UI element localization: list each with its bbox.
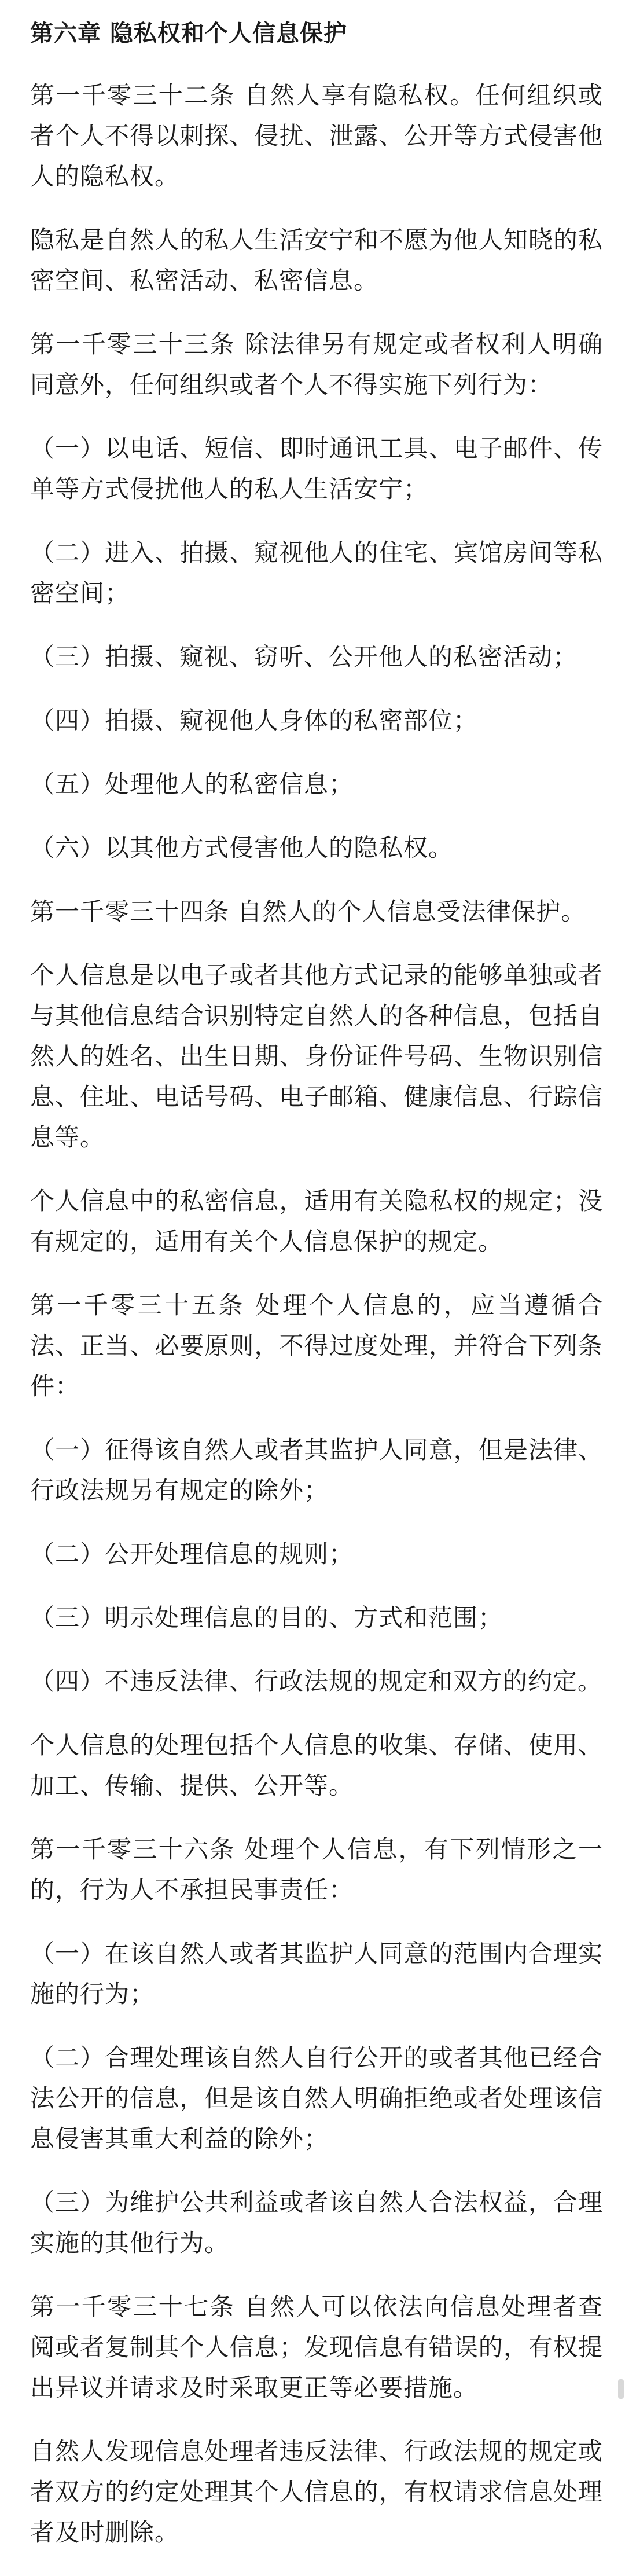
list-item-1035-4: （四）不违反法律、行政法规的规定和双方的约定。 <box>30 1667 603 1696</box>
list-item-1036-3: （三）为维护公共利益或者该自然人合法权益，合理实施的其他行为。 <box>30 2188 603 2257</box>
paragraph-deletion-right: 自然人发现信息处理者违反法律、行政法规的规定或者双方的约定处理其个人信息的，有权请求信息处理者及时删除。 <box>30 2437 603 2546</box>
scrollbar-thumb[interactable] <box>618 2379 624 2399</box>
list-item-1036-1: （一）在该自然人或者其监护人同意的范围内合理实施的行为； <box>30 1939 603 2008</box>
list-item-1035-3: （三）明示处理信息的目的、方式和范围； <box>30 1603 503 1632</box>
paragraph-personal-info-definition: 个人信息是以电子或者其他方式记录的能够单独或者与其他信息结合识别特定自然人的各种信息，包括自然人的姓名、出生日期、身份证件号码、生物识别信息、住址、电话号码、电子邮箱、健康信息、行踪信息等。 <box>30 961 603 1151</box>
paragraph-processing-scope: 个人信息的处理包括个人信息的收集、存储、使用、加工、传输、提供、公开等。 <box>30 1731 603 1800</box>
list-item-1036-2: （二）合理处理该自然人自行公开的或者其他已经合法公开的信息，但是该自然人明确拒绝或者处理该信息侵害其重大利益的除外； <box>30 2043 603 2153</box>
list-item-1033-2: （二）进入、拍摄、窥视他人的住宅、宾馆房间等私密空间； <box>30 538 603 607</box>
paragraph-article-1035: 第一千零三十五条 处理个人信息的，应当遵循合法、正当、必要原则，不得过度处理，并符合下列条件： <box>30 1291 603 1400</box>
paragraph-article-1036: 第一千零三十六条 处理个人信息，有下列情形之一的，行为人不承担民事责任： <box>30 1835 603 1904</box>
paragraph-article-1034: 第一千零三十四条 自然人的个人信息受法律保护。 <box>30 897 586 926</box>
document-body <box>30 17 603 2576</box>
paragraph-article-1033: 第一千零三十三条 除法律另有规定或者权利人明确同意外，任何组织或者个人不得实施下列行为： <box>30 330 603 399</box>
list-item-1033-3: （三）拍摄、窥视、窃听、公开他人的私密活动； <box>30 643 578 671</box>
list-item-1033-6: （六）以其他方式侵害他人的隐私权。 <box>30 834 454 862</box>
paragraph-article-1032: 第一千零三十二条 自然人享有隐私权。任何组织或者个人不得以刺探、侵扰、泄露、公开等方式侵害他人的隐私权。 <box>30 81 603 190</box>
paragraph-privacy-definition: 隐私是自然人的私人生活安宁和不愿为他人知晓的私密空间、私密活动、私密信息。 <box>30 226 603 295</box>
list-item-1033-4: （四）拍摄、窥视他人身体的私密部位； <box>30 706 479 735</box>
chapter-title: 第六章 隐私权和个人信息保护 <box>30 20 347 47</box>
list-item-1035-2: （二）公开处理信息的规则； <box>30 1540 354 1568</box>
paragraph-private-info-rule: 个人信息中的私密信息，适用有关隐私权的规定；没有规定的，适用有关个人信息保护的规定。 <box>30 1187 603 1256</box>
list-item-1035-1: （一）征得该自然人或者其监护人同意，但是法律、行政法规另有规定的除外； <box>30 1436 603 1504</box>
paragraph-article-1037: 第一千零三十七条 自然人可以依法向信息处理者查阅或者复制其个人信息；发现信息有错误的，有权提出异议并请求及时采取更正等必要措施。 <box>30 2292 603 2402</box>
list-item-1033-1: （一）以电话、短信、即时通讯工具、电子邮件、传单等方式侵扰他人的私人生活安宁； <box>30 434 603 503</box>
list-item-1033-5: （五）处理他人的私密信息； <box>30 770 354 798</box>
